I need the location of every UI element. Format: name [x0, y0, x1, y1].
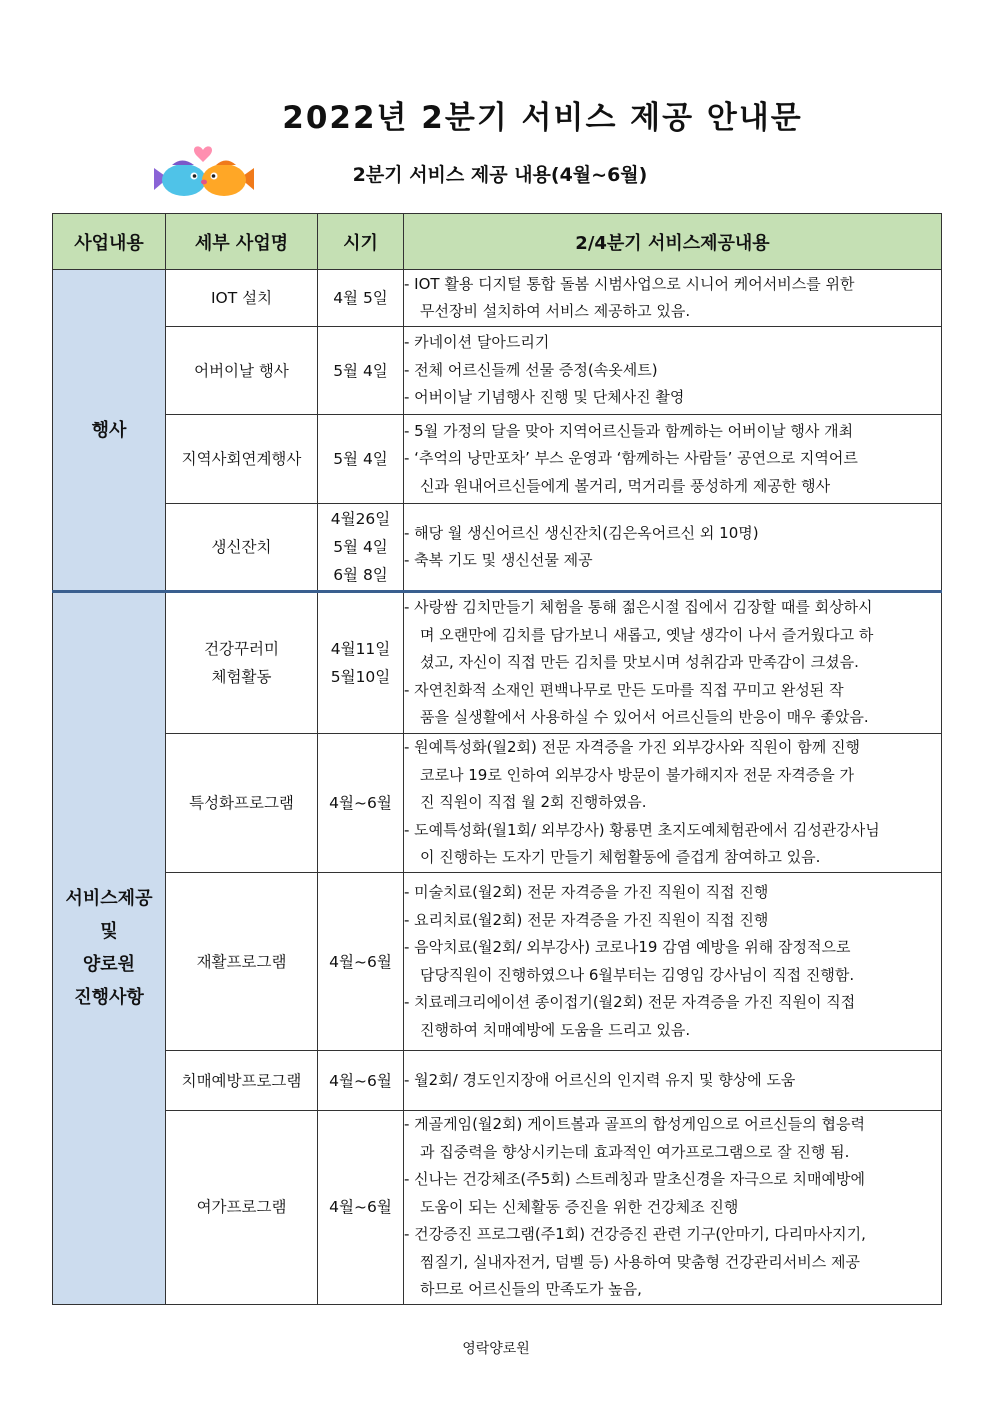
program-name: IOT 설치	[210, 289, 273, 307]
content-line: 하므로 어르신들의 만족도가 높음,	[420, 1280, 642, 1298]
period-value: 5월10일	[330, 668, 391, 686]
program-name: 생신잔치	[211, 538, 272, 556]
content-line: - 원예특성화(월2회) 전문 자격증을 가진 외부강사와 직원이 함께 진행	[404, 738, 861, 757]
content-line: 담당직원이 진행하였으나 6월부터는 김영임 강사님이 직접 진행함.	[420, 965, 855, 984]
period-cell	[318, 592, 404, 734]
category-cell	[53, 270, 166, 592]
content-cell	[404, 270, 942, 327]
content-line: 며 오랜만에 김치를 담가보니 새롭고, 옛날 생각이 나서 즐거웠다고 하	[420, 625, 874, 644]
period-cell	[318, 504, 404, 592]
content-line: 진 직원이 직접 월 2회 진행하였음.	[420, 793, 647, 812]
table-row	[53, 873, 942, 1051]
table-row	[53, 1111, 942, 1305]
program-name: 치매예방프로그램	[181, 1071, 302, 1090]
subtitle: 2분기 서비스 제공 내용(4월~6월)	[352, 164, 648, 186]
period-value: 5월 4일	[333, 538, 388, 556]
footer-organization: 영락양로원	[462, 1341, 530, 1357]
table-row	[53, 504, 942, 592]
category-cell	[53, 592, 166, 1305]
program-name-cell	[166, 327, 318, 415]
program-name-cell	[166, 1111, 318, 1305]
content-line: 진행하여 치매예방에 도움을 드리고 있음.	[420, 1020, 691, 1039]
period-value: 4월~6월	[329, 1198, 392, 1217]
category-label: 및	[100, 921, 118, 943]
content-line: - 5월 가정의 달을 맞아 지역어르신들과 함께하는 어버이날 행사 개최	[404, 421, 854, 440]
content-line: - 해당 월 생신어르신 생신잔치(김은옥어르신 외 10명)	[404, 523, 759, 542]
content-line: 과 집중력을 향상시키는데 효과적인 여가프로그램으로 잘 진행 됨.	[420, 1142, 850, 1161]
program-name-cell	[166, 1051, 318, 1111]
period-cell	[318, 415, 404, 504]
category-label: 진행사항	[74, 987, 144, 1009]
period-cell	[318, 270, 404, 327]
content-line: - 게골게임(월2회) 게이트볼과 골프의 합성게임으로 어르신들의 협응력	[404, 1115, 865, 1133]
header-program: 세부 사업명	[166, 214, 318, 270]
period-cell	[318, 873, 404, 1051]
category-label: 행사	[91, 419, 127, 441]
content-line: - 축복 기도 및 생신선물 제공	[404, 551, 593, 569]
period-value: 4월11일	[330, 640, 391, 658]
program-name-cell	[166, 504, 318, 592]
program-name-cell	[166, 415, 318, 504]
content-line: 도움이 되는 신체활동 증진을 위한 건강체조 진행	[420, 1197, 739, 1216]
content-line: - 사랑쌈 김치만들기 체험을 통해 젊은시절 집에서 김장할 때를 회상하시	[404, 598, 873, 617]
program-name: 여가프로그램	[196, 1198, 287, 1217]
content-line: 무선장비 설치하여 서비스 제공하고 있음.	[420, 302, 691, 320]
content-line: 셨고, 자신이 직접 만든 김치를 맛보시며 성취감과 만족감이 크셨음.	[420, 653, 859, 672]
page-title: 2022년 2분기 서비스 제공 안내문	[282, 100, 803, 136]
header-category: 사업내용	[53, 214, 166, 270]
content-line: - 건강증진 프로그램(주1회) 건강증진 관련 기구(안마기, 다리마사지기,	[404, 1225, 866, 1243]
content-line: - 치료레크리에이션 종이접기(월2회) 전문 자격증을 가진 직원이 직접	[404, 993, 856, 1011]
content-line: 신과 원내어르신들에게 볼거리, 먹거리를 풍성하게 제공한 행사	[420, 476, 831, 495]
content-line: - 음악치료(월2회/ 외부강사) 코로나19 감염 예방을 위해 잠정적으로	[404, 938, 851, 956]
table-row	[53, 592, 942, 734]
period-value: 6월 8일	[333, 566, 388, 584]
table-header-row	[53, 214, 942, 270]
period-value: 4월~6월	[329, 1071, 392, 1090]
program-name-cell	[166, 873, 318, 1051]
content-cell	[404, 415, 942, 504]
content-cell	[404, 734, 942, 873]
table-row	[53, 1051, 942, 1111]
content-line: 찜질기, 실내자전거, 덤벨 등) 사용하여 맞춤형 건강관리서비스 제공	[420, 1252, 860, 1271]
content-line: - 월2회/ 경도인지장애 어르신의 인지력 유지 및 향상에 도움	[404, 1070, 796, 1089]
content-line: - 자연친화적 소재인 편백나무로 만든 도마를 직접 꾸미고 완성된 작	[404, 680, 844, 699]
content-line: - 도예특성화(월1회/ 외부강사) 황룡면 초지도예체험관에서 김성관강사님	[404, 820, 880, 839]
content-cell	[404, 1111, 942, 1305]
service-table	[52, 213, 942, 1305]
table-body	[53, 270, 942, 1305]
content-cell	[404, 592, 942, 734]
table-row	[53, 270, 942, 327]
content-line: - 미술치료(월2회) 전문 자격증을 가진 직원이 직접 진행	[404, 883, 769, 901]
program-name: 특성화프로그램	[189, 794, 294, 812]
program-name: 건강꾸러미	[204, 640, 279, 658]
table-row	[53, 734, 942, 873]
period-value: 4월 5일	[333, 289, 388, 307]
content-cell	[404, 327, 942, 415]
period-cell	[318, 734, 404, 873]
content-line: - 전체 어르신들께 선물 증정(속옷세트)	[404, 360, 658, 379]
header-content: 2/4분기 서비스제공내용	[404, 214, 942, 270]
content-line: - 카네이션 달아드리기	[404, 333, 550, 352]
content-line: - IOT 활용 디지털 통합 돌봄 시범사업으로 시니어 케어서비스를 위한	[404, 274, 855, 293]
content-line: - ‘추억의 낭만포차’ 부스 운영과 ‘함께하는 사람들’ 공연으로 지역어르	[404, 449, 858, 468]
program-name: 어버이날 행사	[194, 361, 289, 380]
program-name: 재활프로그램	[196, 952, 287, 971]
program-name-cell	[166, 734, 318, 873]
period-value: 4월~6월	[329, 952, 392, 971]
category-label: 양로원	[82, 954, 136, 976]
period-value: 4월~6월	[329, 794, 392, 812]
period-value: 5월 4일	[333, 450, 388, 468]
period-cell	[318, 327, 404, 415]
content-line: 코로나 19로 인하여 외부강사 방문이 불가해지자 전문 자격증을 가	[420, 765, 854, 784]
content-line: - 요리치료(월2회) 전문 자격증을 가진 직원이 직접 진행	[404, 910, 769, 929]
content-cell	[404, 873, 942, 1051]
period-cell	[318, 1051, 404, 1111]
period-cell	[318, 1111, 404, 1305]
content-cell	[404, 1051, 942, 1111]
period-value: 4월26일	[330, 510, 391, 528]
content-cell	[404, 504, 942, 592]
content-line: 이 진행하는 도자기 만들기 체험활동에 즐겁게 참여하고 있음.	[420, 848, 821, 867]
table-row	[53, 415, 942, 504]
program-name: 체험활동	[211, 668, 272, 686]
program-name-cell	[166, 592, 318, 734]
program-name-cell	[166, 270, 318, 327]
content-line: - 신나는 건강체조(주5회) 스트레칭과 말초신경을 자극으로 치매예방에	[404, 1170, 865, 1188]
header-period: 시기	[318, 214, 404, 270]
program-name: 지역사회연계행사	[181, 450, 302, 468]
content-line: 품을 실생활에서 사용하실 수 있어서 어르신들의 반응이 매우 좋았음.	[420, 708, 869, 727]
content-line: - 어버이날 기념행사 진행 및 단체사진 촬영	[404, 388, 685, 407]
table-row	[53, 327, 942, 415]
period-value: 5월 4일	[333, 361, 388, 380]
category-label: 서비스제공	[65, 888, 153, 910]
